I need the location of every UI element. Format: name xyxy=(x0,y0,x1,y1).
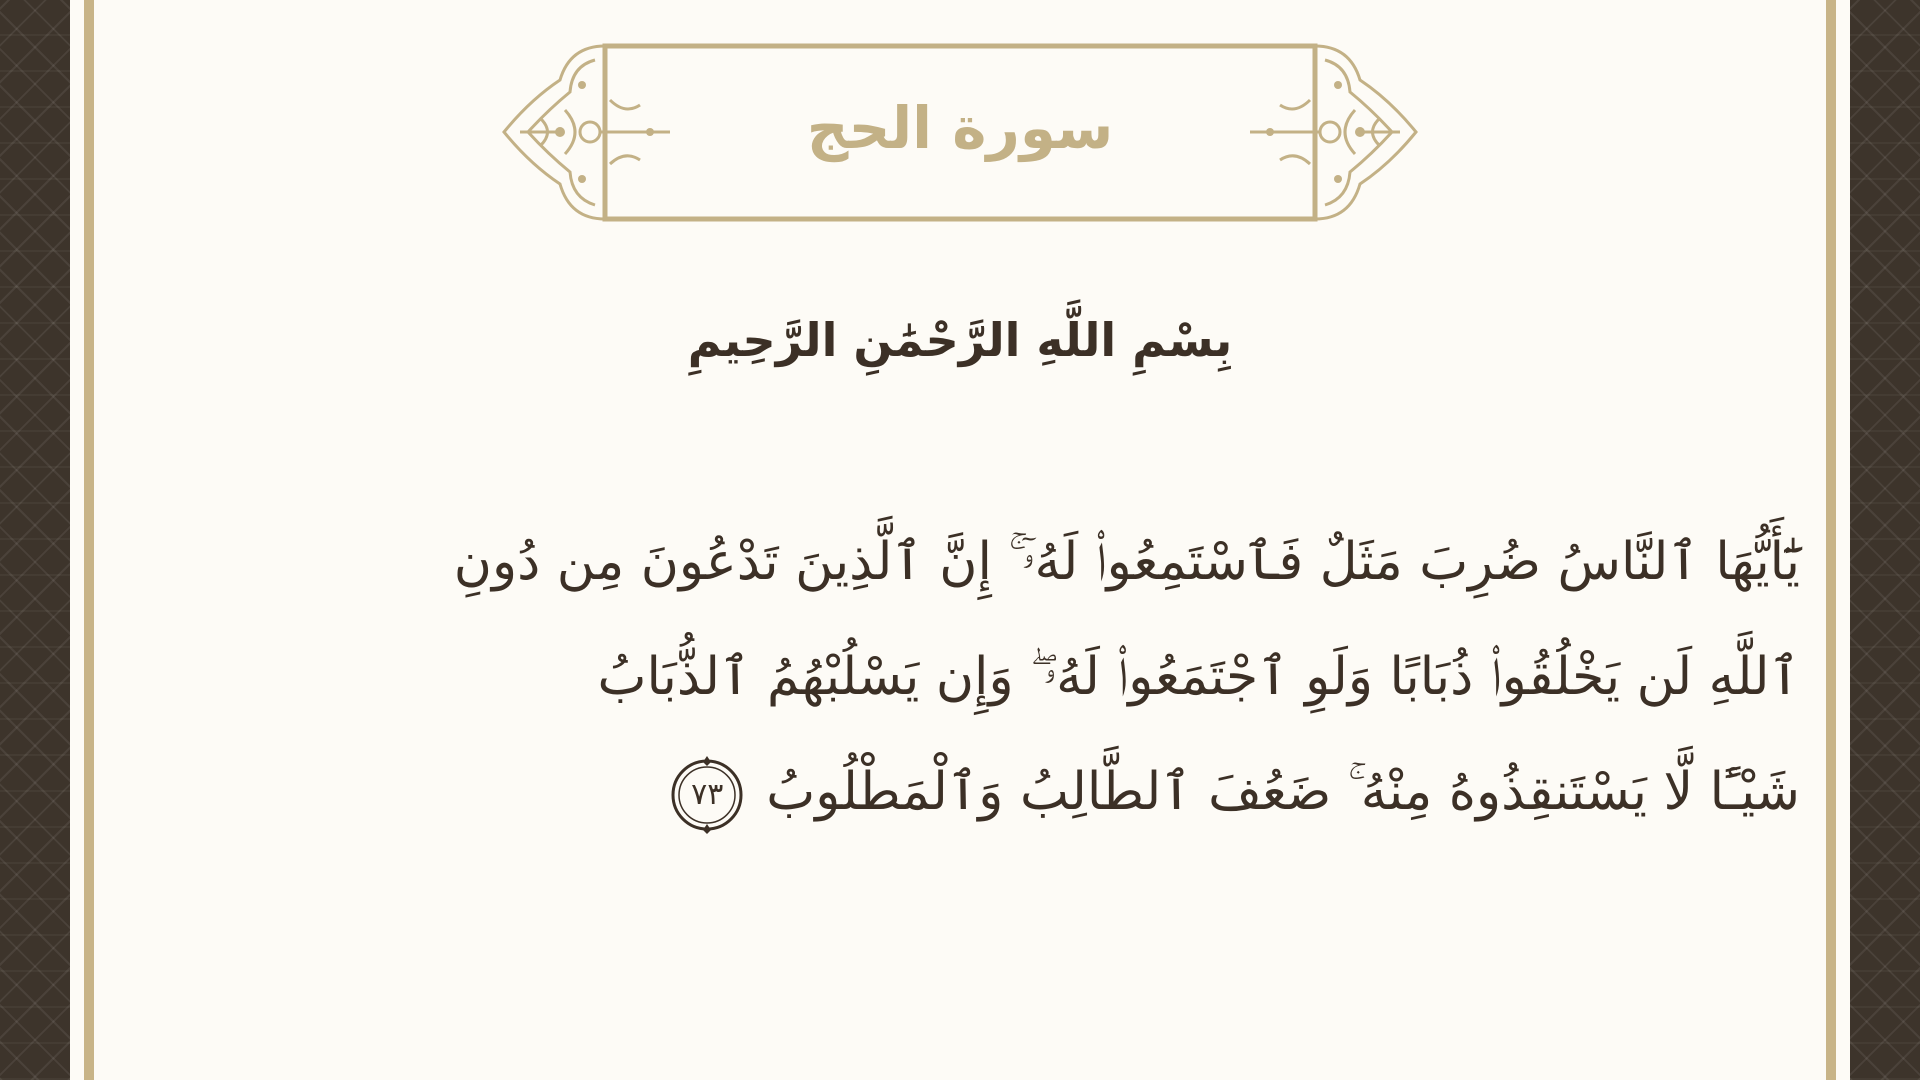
basmala: بِسْمِ اللَّهِ الرَّحْمَٰنِ الرَّحِيمِ xyxy=(687,313,1233,367)
verse-line-1: يَٰٓأَيُّهَا ٱلنَّاسُ ضُرِبَ مَثَلٌ فَٱسْتَمِعُوا۟ لَهُۥٓ ۚ إِنَّ ٱلَّذِينَ تَدْعُونَ مِن دُونِ xyxy=(453,532,1800,592)
surah-title: سورة الحج xyxy=(806,93,1114,162)
ayah-number: ٧٣ xyxy=(691,777,724,812)
surah-title-banner xyxy=(500,40,1420,225)
left-pattern-border xyxy=(0,0,70,1080)
verse-line-3-text: شَيْـًٔا لَّا يَسْتَنقِذُوهُ مِنْهُ ۚ ضَعُفَ ٱلطَّالِبُ وَٱلْمَطْلُوبُ xyxy=(766,762,1800,822)
right-gold-line xyxy=(1826,0,1836,1080)
verse-line-3 xyxy=(240,735,1800,850)
left-gold-line xyxy=(84,0,94,1080)
right-pattern-border xyxy=(1850,0,1920,1080)
ayah-marker xyxy=(666,754,748,836)
verse-text xyxy=(240,505,1800,850)
verse-line-2: ٱللَّهِ لَن يَخْلُقُوا۟ ذُبَابًا وَلَوِ ٱجْتَمَعُوا۟ لَهُۥ ۖ وَإِن يَسْلُبْهُمُ ٱلذُّبَابُ xyxy=(597,647,1800,707)
